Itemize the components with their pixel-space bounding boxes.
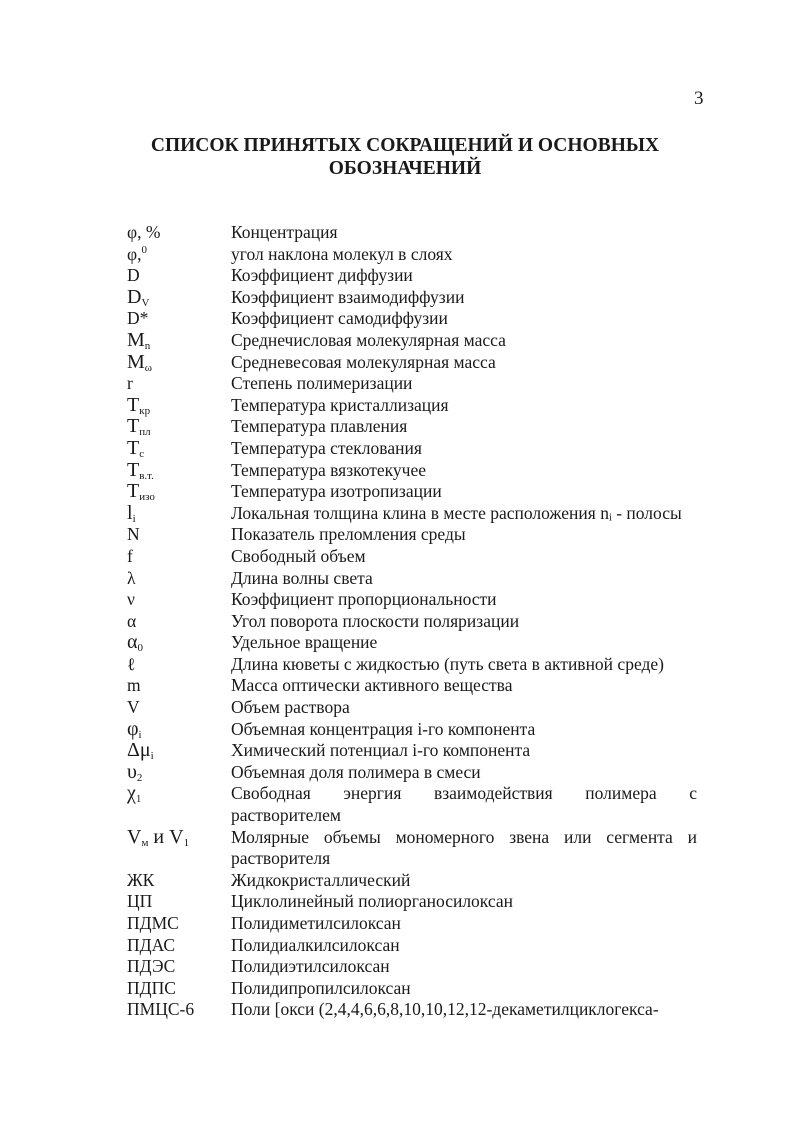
abbreviation-row — [127, 373, 697, 395]
term-subscript: i — [132, 512, 136, 525]
abbreviation-definition: Длина волны света — [231, 567, 373, 588]
abbreviation-row — [127, 654, 697, 676]
term-symbol: T — [127, 436, 140, 459]
term-symbol: D — [127, 265, 140, 286]
term-symbol: φ, % — [127, 222, 161, 242]
abbreviation-row — [127, 568, 697, 590]
abbreviation-row — [127, 481, 697, 503]
abbreviation-definition: Средневесовая молекулярная масса — [231, 351, 496, 372]
abbreviation-term — [127, 978, 231, 1000]
abbreviation-term — [127, 783, 231, 805]
term-symbol-2: и V — [148, 825, 184, 848]
abbreviation-term — [127, 438, 231, 460]
abbreviation-row — [127, 762, 697, 784]
abbreviation-row — [127, 611, 697, 633]
abbreviation-term — [127, 935, 231, 957]
term-symbol: l — [127, 501, 133, 524]
abbreviation-definition: Полидиалкилсилоксан — [231, 934, 400, 955]
abbreviation-term — [127, 481, 231, 503]
term-subscript: 1 — [135, 793, 142, 806]
abbreviation-term — [127, 654, 231, 676]
abbreviation-row — [127, 675, 697, 697]
abbreviation-definition: Полидиметилсилоксан — [231, 913, 401, 933]
abbreviation-definition: Полидиэтилсилоксан — [231, 956, 390, 977]
abbreviation-term — [127, 287, 231, 309]
term-symbol: ЖК — [127, 869, 155, 890]
term-symbol: ПДПС — [127, 977, 176, 998]
abbreviation-term — [127, 308, 231, 330]
term-symbol: T — [127, 458, 140, 481]
term-superscript: 0 — [141, 243, 147, 256]
abbreviation-definition: Среднечисловая молекулярная масса — [231, 329, 506, 350]
term-symbol: T — [127, 393, 140, 416]
abbreviation-definition: Химический потенциал i-го компонента — [231, 740, 531, 761]
abbreviation-list — [127, 222, 697, 1021]
abbreviation-definition: Температура кристаллизация — [231, 394, 449, 415]
abbreviation-definition: Локальная толщина клина в месте расположения nᵢ - полосы — [231, 502, 682, 523]
abbreviation-term — [127, 546, 231, 568]
abbreviation-definition: Свободная энергия взаимодействия полимера с растворителем — [231, 783, 697, 826]
abbreviation-term — [127, 568, 231, 590]
abbreviation-definition: Объемная доля полимера в смеси — [231, 761, 481, 782]
abbreviation-definition: Степень полимеризации — [231, 373, 413, 394]
abbreviation-row — [127, 438, 697, 460]
abbreviation-definition: Температура изотропизации — [231, 481, 442, 502]
term-symbol: N — [127, 524, 140, 545]
term-subscript: ω — [144, 361, 153, 374]
abbreviation-row — [127, 524, 697, 546]
abbreviation-row — [127, 330, 697, 352]
abbreviation-definition: Объемная концентрация i-го компонента — [231, 718, 536, 739]
abbreviation-definition: угол наклона молекул в слоях — [231, 243, 453, 264]
abbreviation-definition: Температура плавления — [231, 416, 408, 437]
abbreviation-row — [127, 265, 697, 287]
term-symbol: χ — [127, 782, 136, 805]
abbreviation-row — [127, 740, 697, 762]
abbreviation-term — [127, 524, 231, 546]
abbreviation-term — [127, 244, 231, 266]
abbreviation-term — [127, 589, 231, 611]
page-number: 3 — [694, 88, 704, 109]
abbreviation-row — [127, 632, 697, 654]
term-symbol: ПМЦС-6 — [127, 999, 195, 1020]
term-symbol: V — [127, 697, 140, 718]
abbreviation-term — [127, 632, 231, 654]
abbreviation-term — [127, 373, 231, 395]
abbreviation-definition: Угол поворота плоскости поляризации — [231, 610, 520, 631]
term-subscript: в.т. — [139, 469, 154, 482]
abbreviation-row — [127, 460, 697, 482]
abbreviation-term — [127, 503, 231, 525]
abbreviation-definition: Объем раствора — [231, 697, 350, 718]
term-subscript: м — [141, 836, 149, 849]
term-subscript: 0 — [137, 642, 143, 655]
abbreviation-row — [127, 308, 697, 330]
abbreviation-row — [127, 416, 697, 438]
term-symbol: ЦП — [127, 891, 153, 912]
abbreviation-definition: Коэффициент пропорциональности — [231, 589, 497, 610]
title-line-1: СПИСОК ПРИНЯТЫХ СОКРАЩЕНИЙ И ОСНОВНЫХ — [150, 135, 660, 156]
term-symbol: m — [127, 675, 141, 696]
abbreviation-definition: Длина кюветы с жидкостью (путь света в активной среде) — [231, 653, 664, 674]
term-subscript-2: 1 — [183, 836, 190, 849]
abbreviation-term — [127, 999, 231, 1021]
abbreviation-term — [127, 913, 231, 935]
abbreviation-term — [127, 330, 231, 352]
term-symbol: Δμ — [127, 739, 151, 762]
term-subscript: пл — [139, 426, 151, 439]
abbreviation-term — [127, 870, 231, 892]
abbreviation-row — [127, 352, 697, 374]
abbreviation-definition: Полидипропилсилоксан — [231, 977, 411, 998]
abbreviation-definition: Коэффициент самодиффузии — [231, 308, 448, 329]
title-line-2: ОБОЗНАЧЕНИЙ — [328, 158, 482, 179]
abbreviation-definition: Температура стеклования — [231, 437, 422, 458]
abbreviation-row — [127, 546, 697, 568]
abbreviation-term — [127, 719, 231, 741]
term-symbol: D — [127, 285, 142, 308]
abbreviation-definition: Температура вязкотекучее — [231, 459, 427, 480]
abbreviation-row — [127, 956, 697, 978]
abbreviation-row — [127, 870, 697, 892]
term-symbol: T — [127, 415, 140, 438]
page-title — [60, 134, 750, 180]
abbreviation-row — [127, 222, 697, 244]
abbreviation-row — [127, 935, 697, 957]
term-symbol: ПДАС — [127, 934, 176, 955]
abbreviation-row — [127, 999, 697, 1021]
abbreviation-definition: Удельное вращение — [231, 632, 378, 653]
term-symbol: ПДМС — [127, 913, 179, 933]
abbreviation-row — [127, 719, 697, 741]
term-symbol: M — [127, 350, 145, 373]
term-symbol: ℓ — [127, 653, 136, 674]
term-symbol: φ — [127, 717, 139, 740]
abbreviation-term — [127, 740, 231, 762]
abbreviation-row — [127, 978, 697, 1000]
abbreviation-definition: Коэффициент диффузии — [231, 265, 413, 286]
term-symbol: V — [127, 825, 142, 848]
abbreviation-term — [127, 891, 231, 913]
abbreviation-term — [127, 956, 231, 978]
abbreviation-row — [127, 697, 697, 719]
abbreviation-term — [127, 762, 231, 784]
term-symbol: f — [127, 545, 133, 566]
abbreviation-term — [127, 675, 231, 697]
term-symbol: α — [127, 610, 137, 631]
abbreviation-row — [127, 827, 697, 870]
term-subscript: i — [138, 728, 142, 741]
term-subscript: V — [141, 296, 150, 309]
abbreviation-term — [127, 395, 231, 417]
abbreviation-term — [127, 352, 231, 374]
term-subscript: n — [144, 339, 151, 352]
abbreviation-row — [127, 244, 697, 266]
abbreviation-definition: Концентрация — [231, 222, 338, 242]
abbreviation-definition: Жидкокристаллический — [231, 869, 411, 890]
term-symbol: ПДЭС — [127, 956, 176, 977]
abbreviation-definition: Масса оптически активного вещества — [231, 675, 513, 696]
term-symbol: M — [127, 328, 145, 351]
term-symbol: λ — [127, 567, 136, 588]
abbreviation-term — [127, 460, 231, 482]
abbreviation-row — [127, 891, 697, 913]
abbreviation-term — [127, 222, 231, 244]
abbreviation-definition: Циклолинейный полиорганосилоксан — [231, 891, 513, 912]
abbreviation-row — [127, 589, 697, 611]
abbreviation-term — [127, 697, 231, 719]
term-symbol: φ, — [127, 243, 142, 264]
abbreviation-definition: Коэффициент взаимодиффузии — [231, 286, 465, 307]
abbreviation-row — [127, 287, 697, 309]
term-subscript: кр — [139, 404, 151, 417]
abbreviation-row — [127, 913, 697, 935]
term-symbol: r — [127, 373, 133, 394]
term-subscript: 2 — [136, 771, 143, 784]
term-subscript: i — [150, 750, 154, 763]
term-subscript: изо — [139, 491, 155, 504]
abbreviation-term — [127, 416, 231, 438]
abbreviation-row — [127, 395, 697, 417]
abbreviation-definition: Свободный объем — [231, 545, 366, 566]
term-symbol: υ — [127, 760, 137, 783]
term-symbol: α — [127, 631, 138, 654]
abbreviation-row — [127, 783, 697, 826]
abbreviation-term — [127, 611, 231, 633]
term-symbol: T — [127, 480, 140, 503]
term-symbol: D* — [127, 308, 149, 329]
abbreviation-definition: Поли [окси (2,4,4,6,6,8,10,10,12,12-декаметилциклогекса- — [231, 999, 659, 1020]
term-symbol: ν — [127, 589, 135, 610]
abbreviation-definition: Молярные объемы мономерного звена или сегмента и растворителя — [231, 826, 697, 869]
abbreviation-term — [127, 265, 231, 287]
term-subscript: с — [139, 447, 145, 460]
abbreviation-definition: Показатель преломления среды — [231, 524, 466, 545]
abbreviation-term — [127, 827, 231, 849]
abbreviation-row — [127, 503, 697, 525]
